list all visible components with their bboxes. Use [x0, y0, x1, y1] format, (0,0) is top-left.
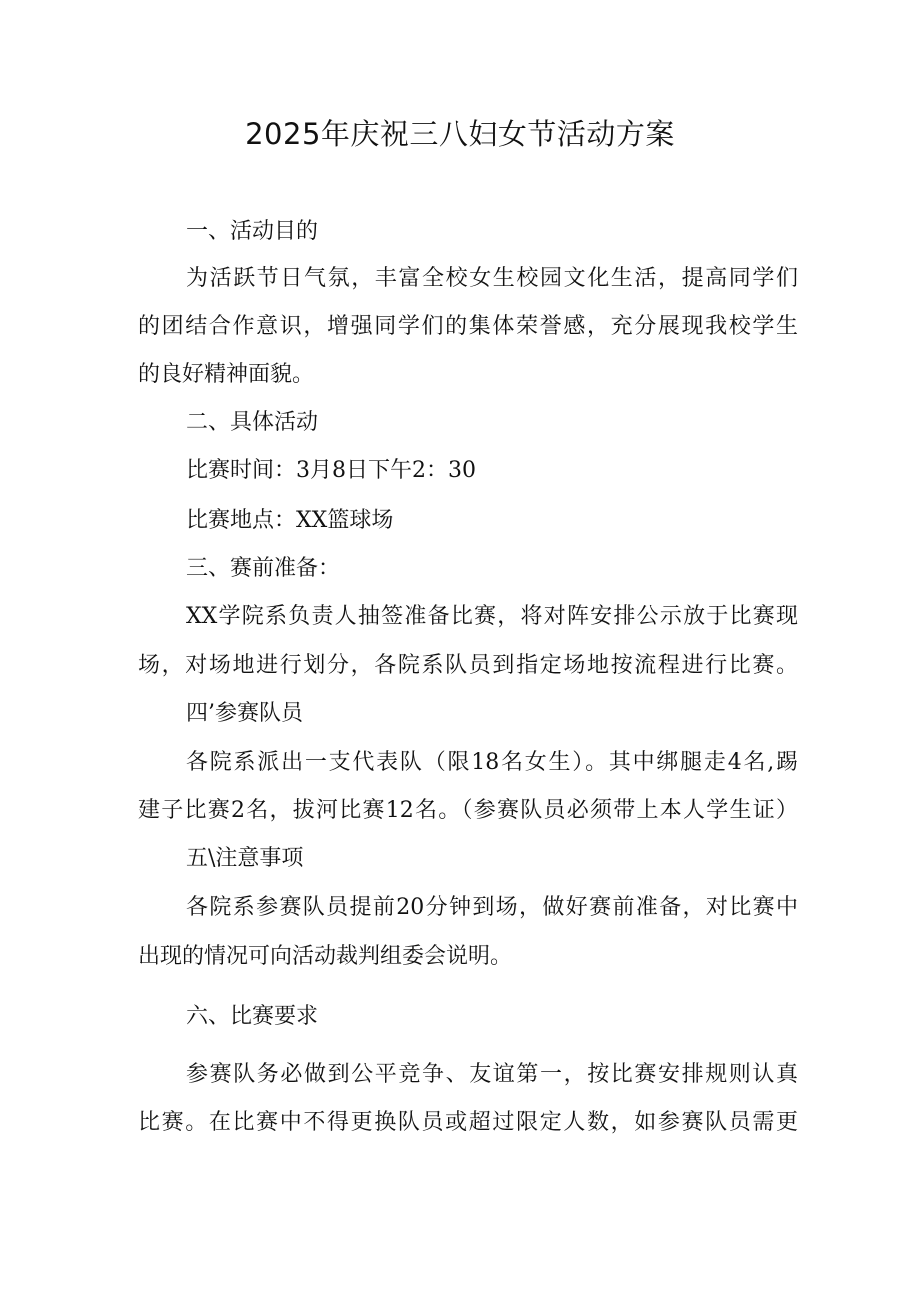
- section-heading-requirements: 六、比赛要求: [186, 1004, 319, 1029]
- paragraph-line: 各院系派出一支代表队（限18名女生）。其中绑腿走4名,踢: [186, 750, 798, 775]
- paragraph-line: 建子比赛2名，拔河比赛12名。（参赛队员必须带上本人学生证）: [138, 798, 798, 823]
- section-heading-participants: 四’参赛队员: [186, 701, 303, 726]
- event-location: 比赛地点：XX篮球场: [186, 508, 394, 533]
- paragraph-line: 的团结合作意识，增强同学们的集体荣誉感，充分展现我校学生: [138, 314, 798, 339]
- section-heading-notes: 五\注意事项: [186, 846, 304, 871]
- paragraph-line: 参赛队务必做到公平竞争、友谊第一，按比赛安排规则认真: [186, 1062, 798, 1087]
- paragraph-line: 各院系参赛队员提前20分钟到场，做好赛前准备，对比赛中: [186, 895, 798, 920]
- paragraph-line: 比赛。在比赛中不得更换队员或超过限定人数，如参赛队员需更: [138, 1110, 798, 1135]
- paragraph-line: XX学院系负责人抽签准备比赛，将对阵安排公示放于比赛现: [186, 604, 798, 629]
- paragraph-line: 场，对场地进行划分，各院系队员到指定场地按流程进行比赛。: [138, 653, 798, 678]
- section-heading-preparation: 三、赛前准备：: [186, 556, 341, 581]
- section-heading-activities: 二、具体活动: [186, 410, 319, 435]
- paragraph-line: 的良好精神面貌。: [138, 362, 315, 387]
- paragraph-line: 出现的情况可向活动裁判组委会说明。: [138, 944, 513, 969]
- document-title: 2025年庆祝三八妇女节活动方案: [245, 117, 675, 151]
- section-heading-purpose: 一、活动目的: [186, 219, 319, 244]
- paragraph-line: 为活跃节日气氛，丰富全校女生校园文化生活，提高同学们: [186, 266, 798, 291]
- event-time: 比赛时间：3月8日下午2：30: [186, 458, 476, 483]
